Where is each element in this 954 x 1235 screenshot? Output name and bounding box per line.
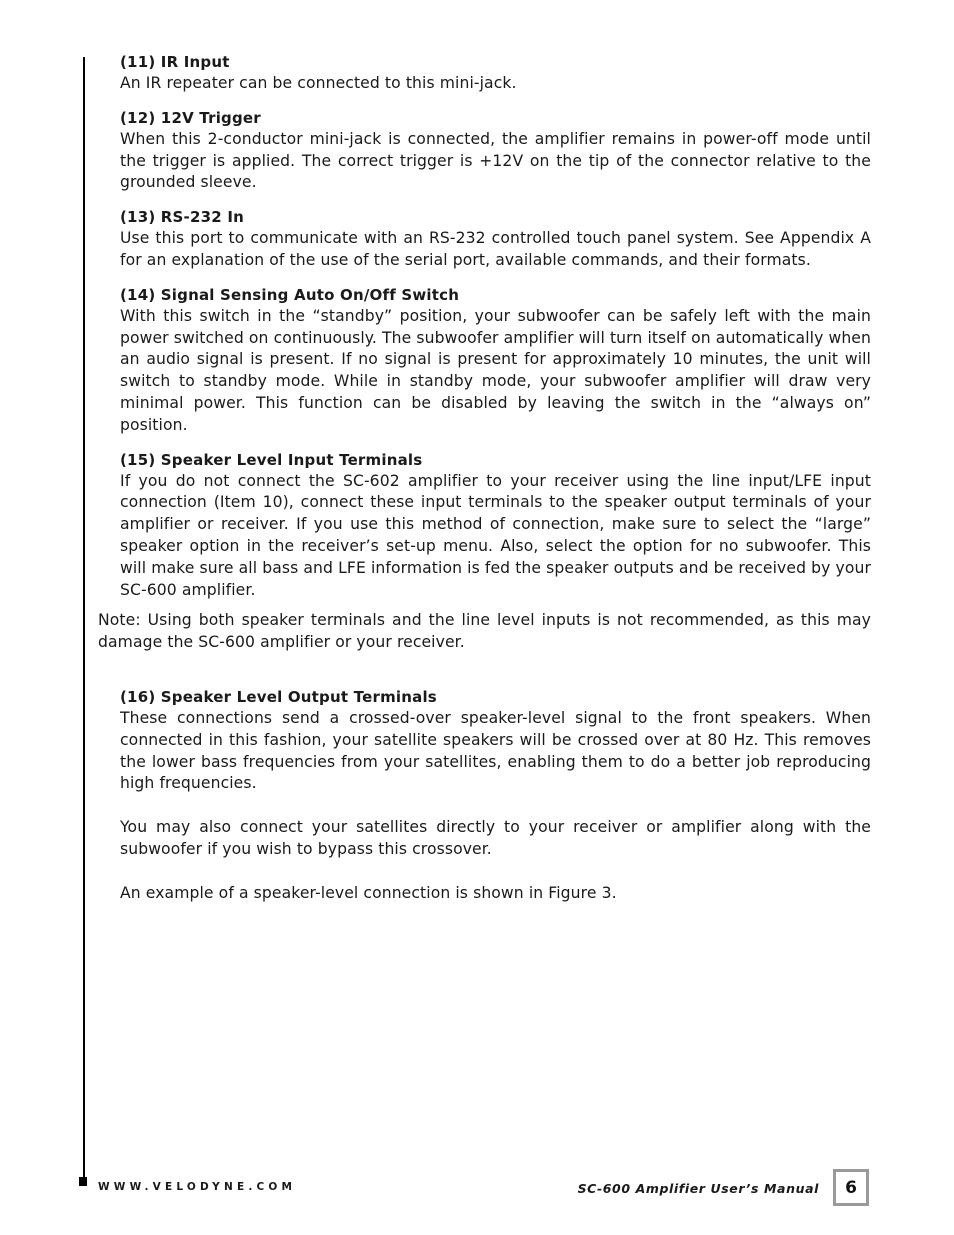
section-paragraph: Use this port to communicate with an RS-232 controlled touch panel system. See Appendix A for an explanation of the use of the serial port, available commands, and their formats. [120, 229, 871, 269]
note [98, 610, 871, 654]
section-paragraph: With this switch in the “standby” position, your subwoofer can be safely left with the main power switched on continuously. The subwoofer amplifier will turn itself on automatically when an audio signal is present. If no signal is present for approximately 10 minutes, the unit will switch to standby mode. While in standby mode, your subwoofer amplifier will draw very minimal power. This function can be disabled by leaving the switch in the “always on” position. [120, 306, 871, 434]
margin-rule-cap [79, 1177, 87, 1186]
section-paragraph: You may also connect your satellites directly to your receiver or amplifier along with the subwoofer if you wish to bypass this crossover. [120, 818, 871, 858]
footer-manual-title: SC-600 Amplifier User’s Manual [577, 1181, 819, 1196]
section-rs232-in [98, 207, 871, 272]
section-ir-input [98, 52, 871, 95]
margin-rule [83, 57, 85, 1177]
section-heading: (14) Signal Sensing Auto On/Off Switch [120, 285, 460, 304]
section-heading: (13) RS-232 In [120, 208, 244, 227]
section-paragraph: An IR repeater can be connected to this mini-jack. [120, 74, 517, 92]
section-paragraph: These connections send a crossed-over speaker-level signal to the front speakers. When connected in this fashion, your satellite speakers will be crossed over at 80 Hz. This removes the lower bass frequencies from your satellites, enabling them to do a better job reproducing high frequencies. [120, 708, 871, 793]
section-heading: (16) Speaker Level Output Terminals [120, 687, 437, 706]
section-paragraph: When this 2-conductor mini-jack is connected, the amplifier remains in power-off mode until the trigger is applied. The correct trigger is +12V on the tip of the connector relative to the grounded sleeve. [120, 129, 871, 192]
section-heading: (15) Speaker Level Input Terminals [120, 450, 423, 469]
page-number-box [833, 1169, 869, 1206]
note-text: Note: Using both speaker terminals and the line level inputs is not recommended, as this may damage the SC-600 amplifier or your receiver. [98, 611, 871, 652]
section-paragraph: An example of a speaker-level connection is shown in Figure 3. [120, 883, 617, 902]
page-content [98, 52, 871, 905]
section-auto-on-off [98, 285, 871, 437]
section-speaker-output [98, 687, 871, 905]
footer-website: WWW.VELODYNE.COM [98, 1181, 297, 1193]
section-12v-trigger [98, 108, 871, 194]
section-speaker-input [98, 450, 871, 602]
page-number: 6 [845, 1177, 857, 1198]
section-paragraph: If you do not connect the SC-602 amplifier to your receiver using the line input/LFE input connection (Item 10), connect these input terminals to the speaker output terminals of your amplifier or receiver. If you use this method of connection, make sure to select the “large” speaker option in the receiver’s set-up menu. Also, select the option for no subwoofer. This will make sure all bass and LFE information is fed the speaker outputs and be received by your SC-600 amplifier. [120, 471, 871, 599]
section-heading: (11) IR Input [120, 53, 230, 71]
section-heading: (12) 12V Trigger [120, 108, 261, 127]
